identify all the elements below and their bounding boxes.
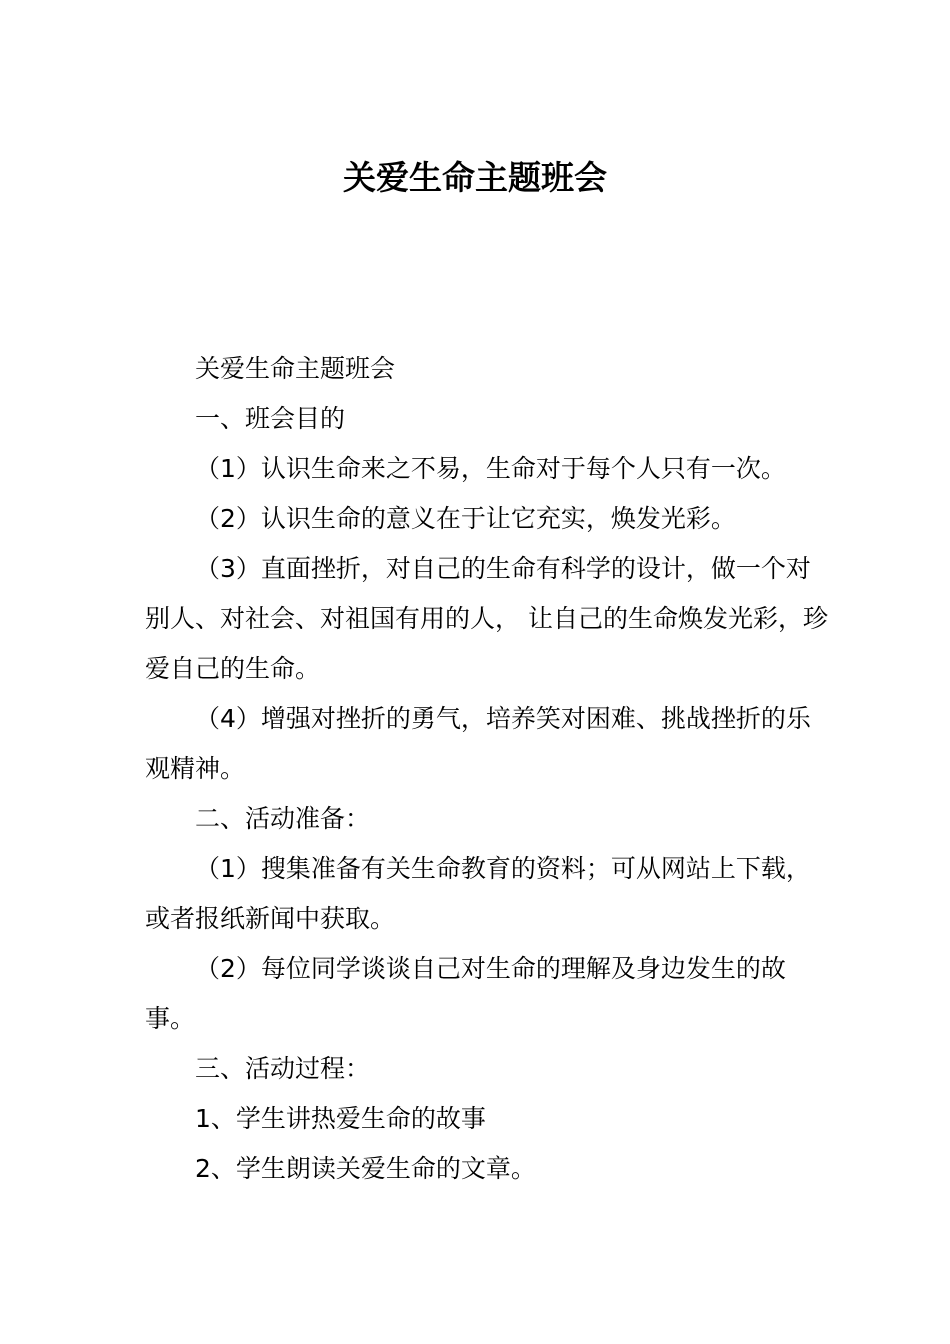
preparation-item-2: （2）每位同学谈谈自己对生命的理解及身边发生的故事。 xyxy=(145,954,786,1033)
preparation-item-1: （1）搜集准备有关生命教育的资料；可从网站上下载，或者报纸新闻中获取。 xyxy=(145,854,811,933)
section-heading-preparation: 二、活动准备： xyxy=(195,804,371,833)
paragraph-subtitle: 关爱生命主题班会 xyxy=(195,354,396,383)
purpose-item-2: （2）认识生命的意义在于让它充实，焕发光彩。 xyxy=(195,504,736,533)
document-title: 关爱生命主题班会 xyxy=(343,158,607,197)
process-item-1: 1、学生讲热爱生命的故事 xyxy=(195,1104,486,1133)
process-item-2: 2、学生朗读关爱生命的文章。 xyxy=(195,1154,536,1183)
purpose-item-3: （3）直面挫折，对自己的生命有科学的设计，做一个对别人、对社会、对祖国有用的人， 让自己的生命焕发光彩，珍爱自己的生命。 xyxy=(145,554,828,683)
purpose-item-1: （1）认识生命来之不易，生命对于每个人只有一次。 xyxy=(195,454,786,483)
section-heading-purpose: 一、班会目的 xyxy=(195,404,346,433)
section-heading-process: 三、活动过程： xyxy=(195,1054,371,1083)
purpose-item-4: （4）增强对挫折的勇气，培养笑对困难、挑战挫折的乐观精神。 xyxy=(145,704,811,783)
document-body xyxy=(145,344,835,1194)
